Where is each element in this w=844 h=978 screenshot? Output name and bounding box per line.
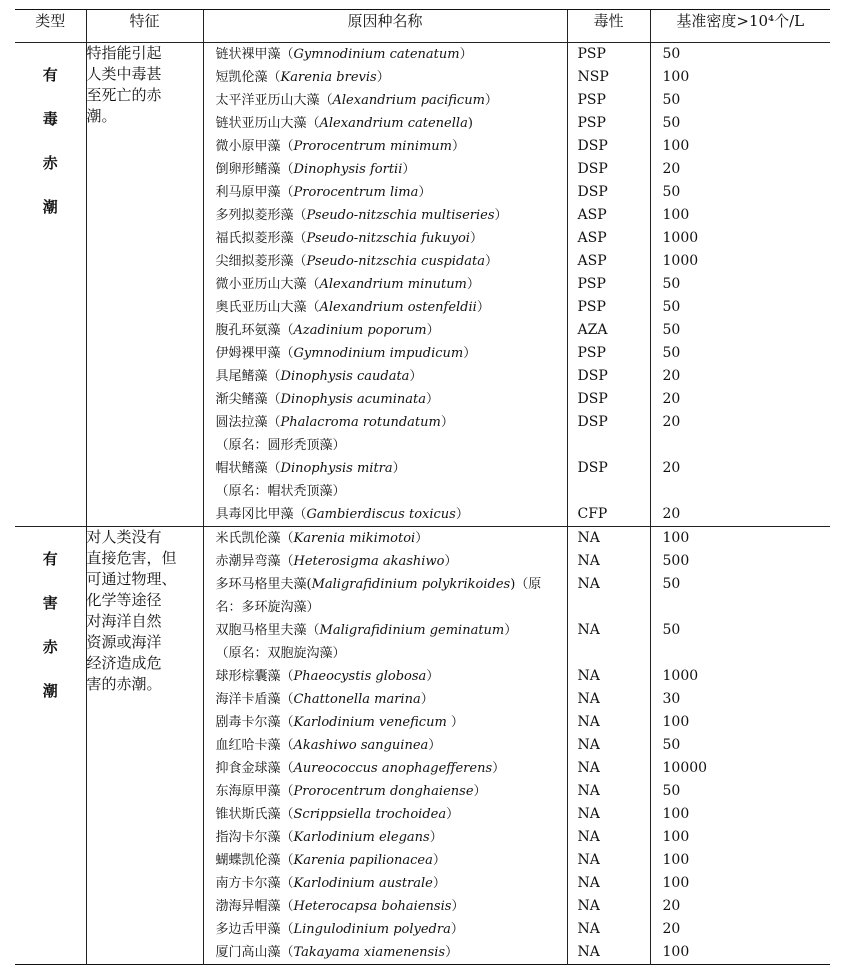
species-former-name: （原名：帽状秃顶藻） [215, 484, 346, 499]
species-sci-name: Karlodinium veneficum [293, 715, 447, 730]
species-paren: ） [452, 139, 466, 154]
spacer [651, 434, 831, 457]
density-value: 20 [662, 506, 681, 522]
species-name [204, 273, 567, 296]
toxicity-value: NA [577, 852, 600, 868]
type-char: 害 [42, 594, 58, 612]
density-value: 30 [662, 691, 681, 707]
species-sci-name: Chattonella marina [293, 692, 421, 707]
toxicity-value: DSP [577, 161, 608, 177]
species-cn-name: 具尾鳍藻（ [215, 369, 281, 384]
density-value: 100 [662, 530, 690, 546]
species-name [204, 342, 567, 365]
feature-line: 直接危害，但 [86, 549, 177, 567]
species-cn-name: 微小原甲藻（ [215, 139, 294, 154]
species-name [204, 66, 567, 89]
toxicity-value: NA [577, 714, 600, 730]
species-sci-name: Lingulodinium polyedra [293, 922, 451, 937]
type-char: 赤 [42, 154, 58, 172]
species-cn-name: 厦门高山藻（ [215, 945, 294, 960]
species-cn-name: 米氏凯伦藻（ [215, 531, 294, 546]
toxicity-value: NA [577, 829, 600, 845]
header-density: 基准密度>10⁴个/L [650, 10, 830, 43]
toxicity-value: NA [577, 806, 600, 822]
toxicity-value: DSP [577, 368, 608, 384]
species-sci-name: Gymnodinium catenatum [293, 47, 460, 62]
species-name [204, 158, 567, 181]
species-paren: ） [446, 715, 464, 730]
species-name [204, 388, 567, 411]
species-cn-name: 蝴蝶凯伦藻（ [215, 853, 294, 868]
density-cell [650, 527, 830, 965]
species-name [204, 803, 567, 826]
species-sci-name: Alexandrium catenella [319, 116, 468, 131]
species-cn-name: 剧毒卡尔藻（ [215, 715, 294, 730]
species-sci-name: Prorocentrum lima [293, 185, 419, 200]
density-value: 100 [662, 138, 690, 154]
feature-line: 至死亡的赤 [86, 86, 162, 104]
density-value: 500 [662, 553, 690, 569]
species-cn-name: 链状裸甲藻（ [215, 47, 294, 62]
species-sci-name: Prorocentrum donghaiense [293, 784, 474, 799]
density-value: 20 [662, 460, 681, 476]
density-value: 10000 [662, 760, 708, 776]
species-sci-name: Dinophysis acuminata [280, 392, 426, 407]
feature-line: 可通过物理、 [86, 570, 177, 588]
density-value: 50 [662, 184, 681, 200]
species-sci-name: Alexandrium pacificum [332, 93, 485, 108]
species-sci-name: Phaeocystis globosa [293, 669, 427, 684]
species-sci-name: Pseudo-nitzschia multiseries [306, 208, 495, 223]
species-name [204, 181, 567, 204]
species-cn-name: 赤潮异弯藻（ [215, 554, 294, 569]
species-name [204, 918, 567, 941]
species-name [204, 734, 567, 757]
species-paren: ） [492, 761, 506, 776]
species-sci-name: Karenia papilionacea [293, 853, 433, 868]
species-cn-name: 微小亚历山大藻（ [215, 277, 320, 292]
density-value: 50 [662, 622, 681, 638]
toxicity-value: NA [577, 553, 600, 569]
species-paren: ） [463, 346, 477, 361]
toxicity-value: NA [577, 668, 600, 684]
species-sci-name: Aureococcus anophagefferens [293, 761, 493, 776]
species-cell [203, 43, 567, 527]
toxicity-value: ASP [577, 253, 607, 269]
species-cn-name: 东海原甲藻（ [215, 784, 294, 799]
feature-cell [86, 527, 203, 965]
species-paren: ) [467, 116, 473, 131]
species-name [204, 89, 567, 112]
toxicity-value: PSP [577, 92, 606, 108]
species-paren: ） [451, 899, 465, 914]
species-paren: ） [504, 623, 518, 638]
species-name [204, 43, 567, 66]
toxicity-value: PSP [577, 345, 606, 361]
toxicity-value: CFP [577, 506, 608, 522]
species-name [204, 411, 567, 434]
species-paren: ） [392, 461, 406, 476]
species-former-name: （原名：双胞旋沟藻） [215, 646, 346, 661]
toxicity-value: NA [577, 875, 600, 891]
density-value: 1000 [662, 230, 699, 246]
density-value: 1000 [662, 253, 699, 269]
species-name [204, 849, 567, 872]
species-cn-name: 腹孔环氨藻（ [215, 323, 294, 338]
density-value: 20 [662, 414, 681, 430]
species-sci-name: Scrippsiella trochoidea [293, 807, 447, 822]
species-paren: ） [420, 692, 434, 707]
species-cn-name: 多列拟菱形藻（ [215, 208, 307, 223]
species-sci-name: Phalacroma rotundatum [280, 415, 441, 430]
species-cn-name: 指沟卡尔藻（ [215, 830, 294, 845]
density-value: 100 [662, 875, 690, 891]
species-cn-name: 短凯伦藻（ [215, 70, 281, 85]
species-paren: ） [409, 369, 423, 384]
species-former-name: （原名：圆形秃顶藻） [215, 438, 346, 453]
species-paren: ） [445, 945, 459, 960]
species-sci-name: Gambierdiscus toxicus [306, 507, 456, 522]
header-toxicity: 毒性 [567, 10, 650, 43]
species-name [204, 780, 567, 803]
toxicity-value: PSP [577, 46, 606, 62]
species-paren: ） [425, 392, 439, 407]
species-cn-name: 太平洋亚历山大藻（ [215, 93, 333, 108]
toxicity-value: NSP [577, 69, 609, 85]
density-value: 20 [662, 368, 681, 384]
species-sci-name: Dinophysis fortii [293, 162, 403, 177]
species-sci-name: Maligrafidinium geminatum [319, 623, 505, 638]
toxicity-value: NA [577, 691, 600, 707]
species-name [204, 319, 567, 342]
feature-line: 人类中毒甚 [86, 65, 162, 83]
species-name [204, 757, 567, 780]
species-name [204, 227, 567, 250]
species-cn-name: 锥状斯氏藻（ [215, 807, 294, 822]
species-paren: ） [485, 254, 499, 269]
density-value: 100 [662, 829, 690, 845]
species-cn-name: 多边舌甲藻（ [215, 922, 294, 937]
species-cn-name: 球形棕囊藻（ [215, 669, 294, 684]
species-name [204, 527, 567, 550]
species-cn-name: 链状亚历山大藻（ [215, 116, 320, 131]
type-char: 毒 [42, 110, 58, 128]
species-paren: ） [459, 47, 473, 62]
density-value: 100 [662, 714, 690, 730]
species-cn-name: 多环马格里夫藻( [215, 577, 312, 592]
species-name [204, 688, 567, 711]
species-name [204, 135, 567, 158]
species-sci-name: Karlodinium australe [293, 876, 433, 891]
species-cn-name: 海洋卡盾藻（ [215, 692, 294, 707]
toxicity-value: NA [577, 760, 600, 776]
density-value: 50 [662, 115, 681, 131]
species-paren: ） [446, 807, 460, 822]
header-row [15, 10, 830, 43]
density-value: 100 [662, 207, 690, 223]
species-cn-name: 抑食金球藻（ [215, 761, 294, 776]
toxicity-value: DSP [577, 138, 608, 154]
species-name [204, 296, 567, 319]
toxicity-value: PSP [577, 276, 606, 292]
species-paren: ） [476, 300, 490, 315]
toxicity-value: NA [577, 783, 600, 799]
species-cn-name: 帽状鳍藻（ [215, 461, 281, 476]
species-sci-name: Gymnodinium impudicum [293, 346, 464, 361]
species-sci-name: Takayama xiamenensis [293, 945, 446, 960]
density-value: 1000 [662, 668, 699, 684]
species-paren: ） [494, 208, 508, 223]
type-char: 赤 [42, 638, 58, 656]
toxicity-value: ASP [577, 207, 607, 223]
species-sci-name: Alexandrium minutum [319, 277, 467, 292]
species-name [204, 895, 567, 918]
toxicity-value: NA [577, 921, 600, 937]
feature-line: 资源或海洋 [86, 633, 162, 651]
type-cell [15, 43, 86, 527]
species-paren: ） [450, 922, 464, 937]
species-cn-name: 利马原甲藻（ [215, 185, 294, 200]
feature-line: 对人类没有 [86, 528, 162, 546]
species-cell [203, 527, 567, 965]
toxicity-value: PSP [577, 115, 606, 131]
species-name [204, 112, 567, 135]
species-sci-name: Heterocapsa bohaiensis [293, 899, 452, 914]
toxicity-value: NA [577, 737, 600, 753]
density-value: 50 [662, 576, 681, 592]
toxicity-value: NA [577, 622, 600, 638]
density-value: 50 [662, 299, 681, 315]
density-value: 20 [662, 391, 681, 407]
type-char: 潮 [42, 682, 58, 700]
feature-line: 害的赤潮。 [86, 675, 162, 693]
species-paren: ） [426, 669, 440, 684]
species-cn-name: 福氏拟菱形藻（ [215, 231, 307, 246]
species-paren: ） [376, 70, 390, 85]
density-value: 100 [662, 944, 690, 960]
feature-line: 经济造成危 [86, 654, 162, 672]
species-paren: ） [432, 853, 446, 868]
species-name [204, 619, 567, 642]
species-former-name: 名：多环旋沟藻） [215, 600, 320, 615]
species-paren: ） [426, 323, 440, 338]
species-cn-name: 具毒冈比甲藻（ [215, 507, 307, 522]
species-paren: ） [415, 531, 429, 546]
species-name [204, 711, 567, 734]
density-value: 50 [662, 276, 681, 292]
toxicity-value: NA [577, 576, 600, 592]
density-cell [650, 43, 830, 527]
species-cn-name: 南方卡尔藻（ [215, 876, 294, 891]
spacer [651, 642, 831, 665]
species-sci-name: Dinophysis mitra [280, 461, 393, 476]
species-sci-name: Maligrafidinium polykrikoides [311, 577, 511, 592]
species-paren: ） [429, 830, 443, 845]
feature-line: 化学等途径 [86, 591, 162, 609]
species-name [204, 665, 567, 688]
species-paren: ） [473, 784, 487, 799]
species-paren: ） [418, 185, 432, 200]
species-sci-name: Dinophysis caudata [280, 369, 410, 384]
species-name [204, 550, 567, 573]
density-value: 50 [662, 322, 681, 338]
species-paren: ） [484, 93, 498, 108]
species-cn-name: 奥氏亚历山大藻（ [215, 300, 320, 315]
species-sci-name: Alexandrium ostenfeldii [319, 300, 477, 315]
species-sci-name: Akashiwo sanguinea [293, 738, 429, 753]
type-char: 有 [42, 66, 58, 84]
species-sci-name: Karenia brevis [280, 70, 377, 85]
species-paren: ） [440, 415, 454, 430]
species-name [204, 872, 567, 895]
species-name [204, 573, 567, 596]
spacer [651, 480, 831, 503]
density-value: 100 [662, 69, 690, 85]
species-cn-name: 伊姆裸甲藻（ [215, 346, 294, 361]
header-type: 类型 [15, 10, 86, 43]
spacer [568, 434, 650, 457]
species-paren: ） [469, 231, 483, 246]
spacer [651, 596, 831, 619]
species-sci-name: Heterosigma akashiwo [293, 554, 445, 569]
group-row [15, 43, 830, 527]
species-cn-name: 圆法拉藻（ [215, 415, 281, 430]
species-name [204, 204, 567, 227]
species-paren: ） [455, 507, 469, 522]
species-sci-name: Karlodinium elegans [293, 830, 430, 845]
spacer [568, 596, 650, 619]
toxicity-value: ASP [577, 230, 607, 246]
density-value: 50 [662, 92, 681, 108]
species-paren: ） [432, 876, 446, 891]
species-sci-name: Prorocentrum minimum [293, 139, 453, 154]
toxicity-value: DSP [577, 460, 608, 476]
toxicity-value: NA [577, 530, 600, 546]
species-paren: ） [428, 738, 442, 753]
header-feature: 特征 [86, 10, 203, 43]
toxicity-value: NA [577, 898, 600, 914]
toxicity-value: DSP [577, 391, 608, 407]
toxicity-value: DSP [577, 184, 608, 200]
feature-line: 特指能引起 [86, 44, 162, 62]
feature-cell [86, 43, 203, 527]
species-cn-name: 渤海异帽藻（ [215, 899, 294, 914]
toxicity-value: PSP [577, 299, 606, 315]
species-sci-name: Karenia mikimotoi [293, 531, 416, 546]
species-cn-name: 渐尖鳍藻（ [215, 392, 281, 407]
toxicity-cell [567, 527, 650, 965]
species-cn-name: 尖细拟菱形藻（ [215, 254, 307, 269]
species-cn-name: 倒卵形鳍藻（ [215, 162, 294, 177]
type-cell [15, 527, 86, 965]
density-value: 100 [662, 806, 690, 822]
species-name [204, 250, 567, 273]
type-char: 潮 [42, 198, 58, 216]
toxicity-value: NA [577, 944, 600, 960]
species-name [204, 457, 567, 480]
species-sci-name: Pseudo-nitzschia fukuyoi [306, 231, 470, 246]
density-value: 100 [662, 852, 690, 868]
density-value: 20 [662, 898, 681, 914]
species-name [204, 941, 567, 964]
density-value: 50 [662, 783, 681, 799]
type-char: 有 [42, 550, 58, 568]
density-value: 20 [662, 161, 681, 177]
species-cn-name: 血红哈卡藻（ [215, 738, 294, 753]
toxicity-value: DSP [577, 414, 608, 430]
toxicity-cell [567, 43, 650, 527]
species-sci-name: Pseudo-nitzschia cuspidata [306, 254, 486, 269]
species-name [204, 503, 567, 526]
species-paren: ） [466, 277, 480, 292]
header-species: 原因种名称 [203, 10, 567, 43]
density-value: 50 [662, 46, 681, 62]
density-value: 50 [662, 345, 681, 361]
spacer [568, 480, 650, 503]
species-sci-name: Azadinium poporum [293, 323, 427, 338]
species-name [204, 826, 567, 849]
group-row [15, 527, 830, 965]
algae-table [15, 9, 830, 965]
species-cn-name: 双胞马格里夫藻（ [215, 623, 320, 638]
species-name [204, 365, 567, 388]
spacer [568, 642, 650, 665]
species-paren: )（原 [510, 577, 542, 592]
toxicity-value: AZA [577, 322, 608, 338]
feature-line: 对海洋自然 [86, 612, 162, 630]
species-paren: ） [444, 554, 458, 569]
density-value: 50 [662, 737, 681, 753]
species-paren: ） [402, 162, 416, 177]
density-value: 20 [662, 921, 681, 937]
feature-line: 潮。 [86, 107, 117, 125]
